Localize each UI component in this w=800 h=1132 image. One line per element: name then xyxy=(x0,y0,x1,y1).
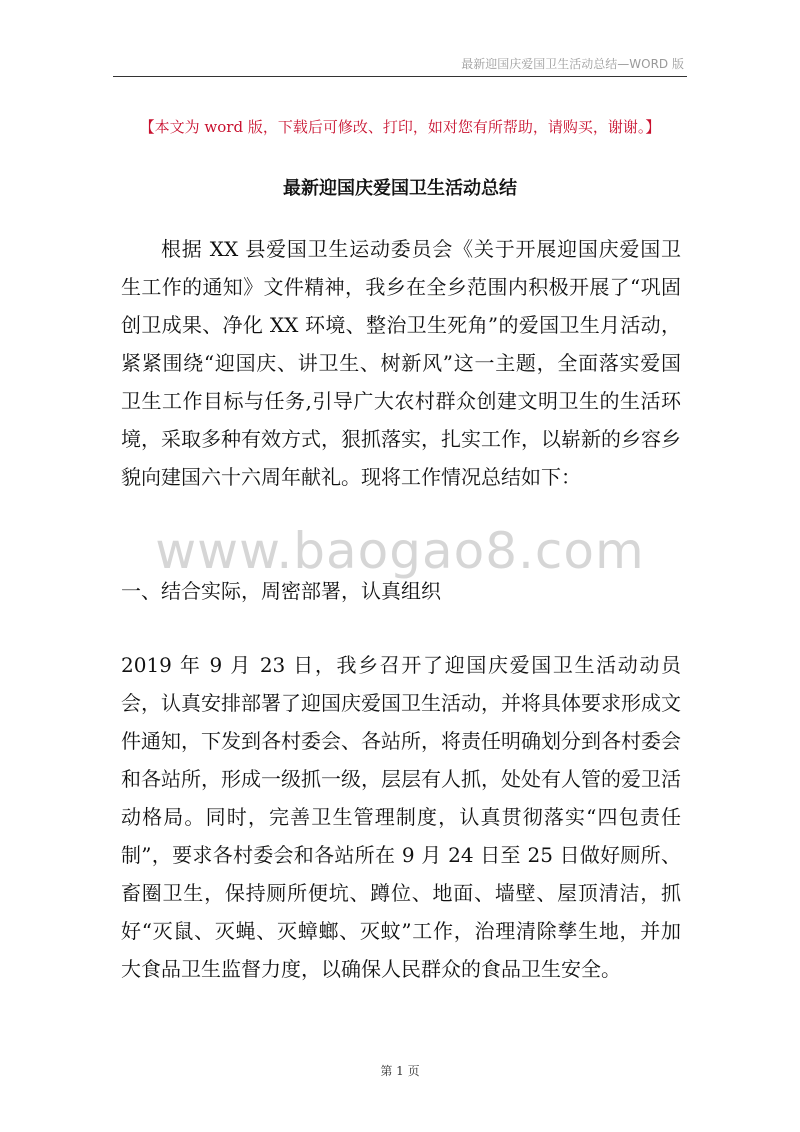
document-title: 最新迎国庆爱国卫生活动总结 xyxy=(283,178,517,199)
intro-paragraph: 根据 XX 县爱国卫生运动委员会《关于开展迎国庆爱国卫生工作的通知》文件精神，我乡在全乡范围内积极开展了“巩固创卫成果、净化 XX 环境、整治卫生死角”的爱国卫生月活动，紧紧围绕“迎国庆、讲卫生、树新风”这一主题，全面落实爱国卫生工作目标与任务,引导广大农村群众创建文明卫生的生活环境，采取多种有效方式，狠抓落实，扎实工作，以崭新的乡容乡貌向建国六十六周年献礼。现将工作情况总结如下： xyxy=(121,237,681,489)
section-1-paragraph: 2019 年 9 月 23 日，我乡召开了迎国庆爱国卫生活动动员会，认真安排部署了迎国庆爱国卫生活动，并将具体要求形成文件通知，下发到各村委会、各站所，将责任明确划分到各村委会和各站所，形成一级抓一级，层层有人抓，处处有人管的爱卫活动格局。同时，完善卫生管理制度，认真贯彻落实“四包责任制”，要求各村委会和各站所在 9 月 24 日至 25 日做好厕所、畜圈卫生，保持厕所便坑、蹲位、地面、墙壁、屋顶清洁，抓好“灭鼠、灭蝇、灭蟑螂、灭蚊”工作，治理清除孳生地，并加大食品卫生监督力度，以确保人民群众的食品卫生安全。 xyxy=(121,653,681,981)
purchase-notice: 【本文为 word 版，下载后可修改、打印，如对您有所帮助，请购买，谢谢。】 xyxy=(139,118,661,136)
section-heading-1: 一、结合实际，周密部署，认真组织 xyxy=(121,579,441,603)
site-watermark: www.baogao8.com xyxy=(155,522,645,580)
running-header: 最新迎国庆爱国卫生活动总结—WORD 版 xyxy=(461,57,684,71)
page-number: 第 1 页 xyxy=(380,1064,420,1078)
header-divider xyxy=(113,76,687,77)
